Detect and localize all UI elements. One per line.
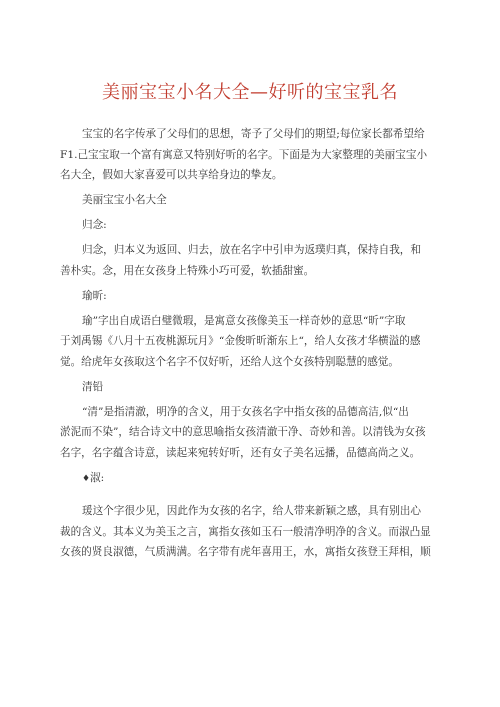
entry-name-with-bullet <box>60 468 440 490</box>
document-body <box>60 124 440 567</box>
entry-line: 名字，名字蕴含诗意，读起来宛转好听，还有女子美名远播，品德高尚之义。 <box>60 446 421 459</box>
entry-name-block <box>60 377 440 398</box>
intro-paragraph <box>60 124 440 186</box>
entry-name: 归念: <box>82 219 107 231</box>
document-title: 美丽宝宝小名大全—好听的宝宝乳名 <box>102 82 398 103</box>
entry-line: “清”是指清澈，明净的含义，用于女孩名字中指女孩的品德高洁,似“出 <box>82 405 409 418</box>
entry-paragraph <box>60 311 440 373</box>
entry-paragraph <box>60 240 440 281</box>
entry-name: 瑜昕: <box>82 289 107 302</box>
entry-line: 归念，归本义为返回、归去，放在名字中引申为返璞归真，保持自我，和 <box>82 244 421 256</box>
entry-paragraph <box>60 402 440 464</box>
entry-paragraph <box>60 501 440 563</box>
section-heading: 美丽宝宝小名大全 <box>82 194 167 206</box>
intro-line: 宝宝的名字传承了父母们的思想，寄予了父母们的期望;每位家长都希望给 <box>82 128 425 140</box>
entry-line: 裁的含义。其本义为美玉之言，寓指女孩如玉石一般清净明净的含义。而淑凸显 <box>60 525 431 538</box>
entry-line: 觉。给虎年女孩取这个名字不仅好听，还给人这个女孩特别聪慧的感觉。 <box>60 355 399 368</box>
entry-line: 善朴实。念，用在女孩身上特殊小巧可爱，软插甜蜜。 <box>60 264 315 277</box>
entry-name-block <box>60 215 440 236</box>
entry-name: 清铅 <box>82 380 104 393</box>
intro-line: F1.己宝宝取一个富有寓意又特别好听的名字。下面是为大家整理的美丽宝宝小 <box>60 148 428 161</box>
entry-line: 瑗这个字很少见，因此作为女孩的名字，给人带来新颖之感，具有别出心 <box>82 505 421 517</box>
entry-line: 瑜”字出自成语白璧微瑕，是寓意女孩像美玉一样奇妙的意思“昕”字取 <box>82 314 406 327</box>
intro-line: 名大全，假如大家喜爱可以共享给身边的挚友。 <box>60 169 283 181</box>
entry-name-block <box>60 468 440 490</box>
entry-name: 淑: <box>90 471 105 484</box>
entry-line: 女孩的贤良淑德，气质满满。名字带有虎年喜用王，水，寓指女孩登王拜相，顺 <box>60 546 431 558</box>
entry-name-block <box>60 286 440 307</box>
entry-line: 淤泥而不染”，结合诗文中的意思喻指女孩清澈干净、奇妙和善。以清钱为女孩 <box>60 426 426 438</box>
entry-line: 于刘禹锡《八月十五夜桃源玩月》“金俊昕昕渐东上“，给人女孩才华横溢的感 <box>60 335 421 347</box>
diamond-bullet-icon: ♦ <box>82 473 91 484</box>
section-heading-block <box>60 190 440 211</box>
